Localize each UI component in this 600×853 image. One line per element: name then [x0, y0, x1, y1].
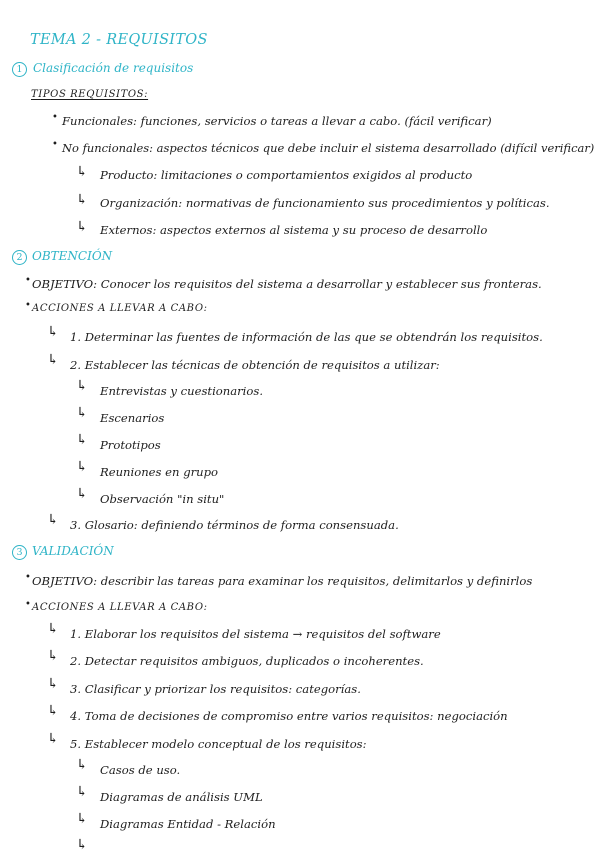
- obtencion-accion-1: 1. Determinar las fuentes de información de las que se obtendrán los requisitos.: [70, 330, 543, 344]
- arrow-icon: ↳: [47, 731, 59, 747]
- section-1-title: Clasificación de requisitos: [33, 61, 194, 75]
- validacion-acciones-label: ACCIONES A LLEVAR A CABO:: [32, 602, 208, 613]
- validacion-objetivo: OBJETIVO: describir las tareas para examinar los requisitos, delimitarlos y definirlos: [32, 574, 533, 588]
- obtencion-acciones-label: ACCIONES A LLEVAR A CABO:: [32, 303, 208, 314]
- validacion-accion-5: 5. Establecer modelo conceptual de los requisitos:: [70, 737, 367, 751]
- bullet-dot: •: [25, 275, 31, 286]
- arrow-icon: ↳: [76, 757, 88, 773]
- bullet-dot: •: [52, 112, 58, 123]
- arrow-icon: ↳: [76, 164, 88, 180]
- arrow-icon: ↳: [76, 459, 88, 475]
- arrow-icon: ↳: [47, 621, 59, 637]
- validacion-accion-4: 4. Toma de decisiones de compromiso entre varios requisitos: negociación: [70, 709, 508, 723]
- organizacion-text: Organización: normativas de funcionamiento sus procedimientos y políticas.: [100, 196, 550, 210]
- arrow-icon: ↳: [76, 486, 88, 502]
- bullet-dot: •: [25, 599, 31, 610]
- obtencion-objetivo: OBJETIVO: Conocer los requisitos del sistema a desarrollar y establecer sus fronteras.: [32, 277, 542, 291]
- obtencion-accion-2: 2. Establecer las técnicas de obtención de requisitos a utilizar:: [70, 358, 440, 372]
- arrow-icon: ↳: [76, 219, 88, 235]
- validacion-accion-2: 2. Detectar requisitos ambiguos, duplicados o incoherentes.: [70, 654, 424, 668]
- arrow-icon: ↳: [47, 352, 59, 368]
- arrow-icon: ↳: [76, 811, 88, 827]
- producto-text: Producto: limitaciones o comportamientos exigidos al producto: [100, 168, 473, 182]
- tecnica-observacion: Observación "in situ": [100, 492, 225, 506]
- bullet-dot: •: [25, 300, 31, 311]
- arrow-icon: ↳: [76, 378, 88, 394]
- section-3-title: VALIDACIÓN: [32, 544, 114, 558]
- arrow-icon: ↳: [47, 648, 59, 664]
- section-1-number: 1: [12, 62, 27, 77]
- arrow-icon: ↳: [76, 837, 88, 853]
- arrow-icon: ↳: [76, 432, 88, 448]
- externos-text: Externos: aspectos externos al sistema y su proceso de desarrollo: [100, 223, 488, 237]
- arrow-icon: ↳: [47, 676, 59, 692]
- tecnica-entrevistas: Entrevistas y cuestionarios.: [100, 384, 264, 398]
- bullet-dot: •: [25, 572, 31, 583]
- section-2-number: 2: [12, 250, 27, 265]
- no-funcionales-text: No funcionales: aspectos técnicos que debe incluir el sistema desarrollado (difícil verificar): [62, 141, 595, 155]
- validacion-accion-1: 1. Elaborar los requisitos del sistema → requisitos del software: [70, 627, 441, 641]
- obtencion-accion-3: 3. Glosario: definiendo términos de forma consensuada.: [70, 518, 399, 532]
- tecnica-escenarios: Escenarios: [100, 411, 165, 425]
- arrow-icon: ↳: [76, 192, 88, 208]
- arrow-icon: ↳: [47, 324, 59, 340]
- funcionales-text: Funcionales: funciones, servicios o tareas a llevar a cabo. (fácil verificar): [62, 114, 492, 128]
- tecnica-prototipos: Prototipos: [100, 438, 161, 452]
- arrow-icon: ↳: [47, 703, 59, 719]
- modelo-diagramas-er: Diagramas Entidad - Relación: [100, 817, 276, 831]
- section-3-number: 3: [12, 545, 27, 560]
- bullet-dot: •: [52, 139, 58, 150]
- arrow-icon: ↳: [47, 512, 59, 528]
- validacion-accion-3: 3. Clasificar y priorizar los requisitos: categorías.: [70, 682, 361, 696]
- tecnica-reuniones: Reuniones en grupo: [100, 465, 219, 479]
- page-title: TEMA 2 - REQUISITOS: [30, 32, 208, 48]
- modelo-casos-uso: Casos de uso.: [100, 763, 181, 777]
- tipos-requisitos-label: TIPOS REQUISITOS:: [31, 89, 149, 100]
- section-2-title: OBTENCIÓN: [32, 249, 113, 263]
- arrow-icon: ↳: [76, 784, 88, 800]
- arrow-icon: ↳: [76, 405, 88, 421]
- modelo-diagramas-uml: Diagramas de análisis UML: [100, 790, 263, 804]
